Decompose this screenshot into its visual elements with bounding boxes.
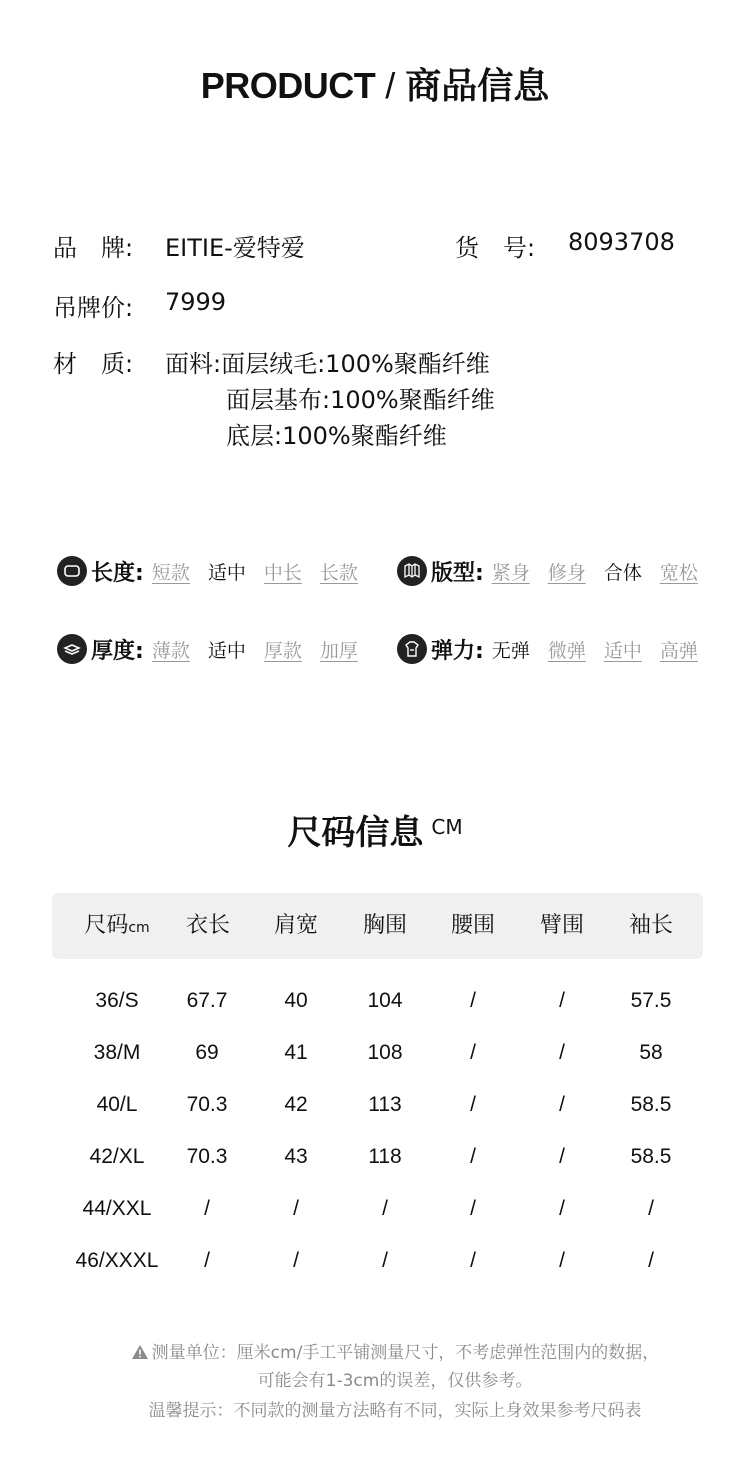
title-en: PRODUCT <box>200 65 376 106</box>
attr-label: 厚度: <box>91 638 144 664</box>
table-cell: / <box>382 1249 388 1272</box>
attr-thickness <box>57 632 358 666</box>
table-cell: / <box>559 1197 565 1220</box>
attr-option: 厚款 <box>263 639 302 662</box>
size-label-cell: 40/L <box>96 1093 138 1116</box>
material-label: 材 质: <box>53 350 134 378</box>
note-text: 测量单位：厘米cm/手工平铺测量尺寸，不考虑弹性范围内的数据， <box>151 1343 660 1363</box>
note-line-2: 可能会有1-3cm的误差，仅供参考。 <box>257 1371 533 1391</box>
size-table-header <box>52 893 703 959</box>
table-cell: 70.3 <box>186 1145 228 1168</box>
table-cell: / <box>559 1041 565 1064</box>
attr-label: 长度: <box>91 560 144 586</box>
elasticity-icon <box>397 634 427 664</box>
price-value: 7999 <box>165 288 227 316</box>
attr-option-selected: 适中 <box>207 639 246 662</box>
brand-label: 品 牌: <box>53 234 134 262</box>
material-line: 面料:面层绒毛:100%聚酯纤维 <box>165 350 490 378</box>
material-line: 底层:100%聚酯纤维 <box>226 422 447 450</box>
attr-elasticity <box>397 632 698 666</box>
table-cell: 113 <box>368 1093 402 1116</box>
table-cell: 41 <box>284 1041 308 1064</box>
thickness-icon <box>57 634 87 664</box>
size-title-unit: CM <box>431 815 463 839</box>
sku-value: 8093708 <box>568 228 675 256</box>
table-cell: 108 <box>367 1041 403 1064</box>
table-cell: 42 <box>284 1093 308 1116</box>
table-cell: 40 <box>284 989 308 1012</box>
table-cell: / <box>559 989 565 1012</box>
size-label-cell: 46/XXXL <box>75 1249 159 1272</box>
note-line-3: 温馨提示：不同款的测量方法略有不同，实际上身效果参考尺码表 <box>148 1401 642 1421</box>
attr-option: 宽松 <box>659 561 698 584</box>
table-cell: / <box>470 1197 476 1220</box>
attr-option: 薄款 <box>151 639 190 662</box>
price-label: 吊牌价: <box>53 294 134 322</box>
table-cell: 104 <box>367 989 403 1012</box>
note-line-1 <box>0 1338 750 1363</box>
attr-option-selected: 适中 <box>207 561 246 584</box>
attr-label: 版型: <box>431 560 484 586</box>
attr-option: 紧身 <box>491 561 530 584</box>
attr-option: 中长 <box>263 561 302 584</box>
attr-option: 高弹 <box>659 639 698 662</box>
table-cell: / <box>559 1145 565 1168</box>
attr-label: 弹力: <box>431 638 484 664</box>
table-cell: / <box>470 1093 476 1116</box>
warning-icon <box>131 1344 149 1360</box>
table-header-cell: 衣长 <box>185 913 230 938</box>
page-title <box>0 58 750 109</box>
title-separator: / <box>385 65 396 106</box>
table-header-cell: 袖长 <box>628 913 673 938</box>
table-cell: / <box>293 1197 299 1220</box>
table-cell: 57.5 <box>630 989 672 1012</box>
attr-option-selected: 无弹 <box>491 639 530 662</box>
table-cell: / <box>204 1197 210 1220</box>
brand-value: EITIE-爱特爱 <box>165 234 305 262</box>
table-cell: / <box>470 1145 476 1168</box>
attr-option: 长款 <box>319 561 358 584</box>
size-label-cell: 36/S <box>95 989 139 1012</box>
table-cell: 58.5 <box>630 1093 672 1116</box>
attr-option: 加厚 <box>319 639 358 662</box>
fit-icon <box>397 556 427 586</box>
size-label-cell: 44/XXL <box>82 1197 152 1220</box>
length-icon <box>57 556 87 586</box>
table-cell: 70.3 <box>186 1093 228 1116</box>
table-cell: / <box>470 1041 476 1064</box>
size-label-cell: 42/XL <box>89 1145 145 1168</box>
material-line: 面层基布:100%聚酯纤维 <box>226 386 495 414</box>
table-cell: / <box>559 1093 565 1116</box>
table-header-cell: 胸围 <box>362 913 407 938</box>
table-cell: 118 <box>368 1145 402 1168</box>
attr-option: 微弹 <box>547 639 586 662</box>
table-header-cell: 腰围 <box>450 913 495 938</box>
table-cell: 69 <box>195 1041 219 1064</box>
table-header-size: 尺码 <box>84 913 129 938</box>
table-cell: / <box>559 1249 565 1272</box>
size-section-title <box>0 805 750 854</box>
table-cell: / <box>470 1249 476 1272</box>
attr-option: 短款 <box>151 561 190 584</box>
attr-length <box>57 554 358 588</box>
table-cell: 67.7 <box>186 989 228 1012</box>
title-cn: 商品信息 <box>405 66 550 107</box>
attr-option-selected: 合体 <box>603 561 642 584</box>
table-cell: 58 <box>639 1041 663 1064</box>
attr-option: 适中 <box>603 639 642 662</box>
table-header-cell <box>72 893 162 959</box>
attr-option: 修身 <box>547 561 586 584</box>
table-cell: / <box>648 1197 654 1220</box>
table-cell: 43 <box>284 1145 308 1168</box>
table-header-cell: 肩宽 <box>273 913 318 938</box>
table-header-size-unit: cm <box>128 920 150 936</box>
table-cell: / <box>470 989 476 1012</box>
sku-label: 货 号: <box>455 234 536 262</box>
table-cell: / <box>204 1249 210 1272</box>
size-label-cell: 38/M <box>93 1041 141 1064</box>
attr-fit <box>397 554 698 588</box>
table-header-cell: 臂围 <box>539 913 584 938</box>
size-title-text: 尺码信息 <box>287 813 424 853</box>
table-cell: / <box>382 1197 388 1220</box>
table-cell: / <box>293 1249 299 1272</box>
table-cell: / <box>648 1249 654 1272</box>
table-cell: 58.5 <box>630 1145 672 1168</box>
